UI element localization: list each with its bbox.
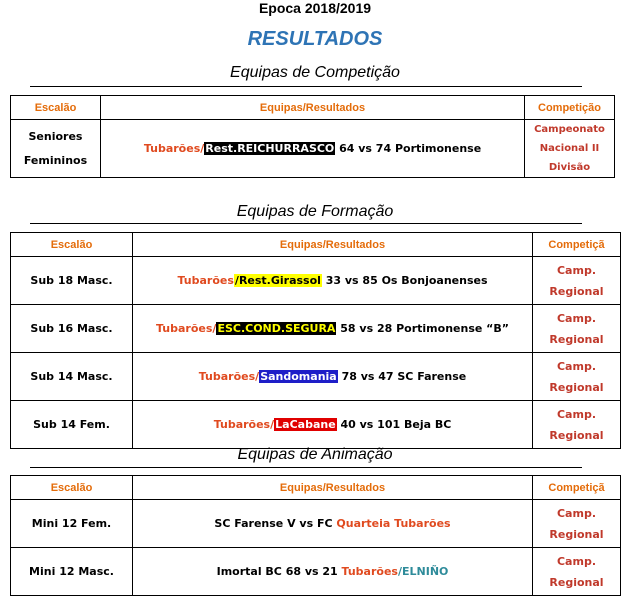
table-row: [11, 500, 621, 548]
section-divider: [30, 223, 582, 224]
sponsor-label: ELNIÑO: [402, 565, 449, 578]
table-row: [11, 120, 615, 178]
table-header-row: [11, 476, 621, 500]
table-row: [11, 401, 621, 449]
escalao-line: Seniores: [28, 129, 83, 143]
section-divider: [30, 86, 582, 87]
competition-cell: Camp. Regional: [533, 500, 621, 548]
score-text: Imortal BC 68 vs 21: [216, 565, 342, 578]
sponsor-label: Sandomania: [260, 370, 337, 383]
competition-line: Divisão: [548, 162, 591, 173]
score-text: 64 vs 74 Portimonense: [335, 142, 482, 155]
section-title-competicao: Equipas de Competição: [230, 64, 400, 81]
club-name: Tubarões: [177, 274, 234, 287]
competition-cell: Camp. Regional: [533, 401, 621, 449]
escalao-cell: Sub 14 Fem.: [11, 401, 133, 449]
section-title-formacao: Equipas de Formação: [236, 203, 394, 220]
club-name: Tubarões: [155, 322, 213, 335]
competition-line: Nacional II: [539, 143, 600, 154]
score-text: 33 vs 85 Os Bonjoanenses: [321, 274, 488, 287]
club-name: Tubarões: [198, 370, 256, 383]
separator: /: [200, 142, 205, 155]
page-title: RESULTADOS: [247, 28, 383, 50]
result-cell: [133, 353, 533, 401]
result-cell: [133, 257, 533, 305]
header-escalao: Escalão: [11, 96, 101, 120]
competition-cell: Camp. Regional: [533, 257, 621, 305]
formacao-table: [10, 232, 621, 449]
result-cell: [133, 401, 533, 449]
table-header-row: [11, 233, 621, 257]
separator: /: [270, 418, 275, 431]
table-row: [11, 353, 621, 401]
season-label: Epoca 2018/2019: [258, 0, 372, 16]
section-divider: [30, 467, 582, 468]
sponsor-label: LaCabane: [275, 418, 336, 431]
escalao-line: Femininos: [23, 153, 88, 167]
escalao-cell: Mini 12 Masc.: [11, 548, 133, 596]
escalao-cell: Sub 16 Masc.: [11, 305, 133, 353]
competition-cell: Camp. Regional: [533, 548, 621, 596]
escalao-cell: [11, 120, 101, 178]
header-escalao: Escalão: [11, 233, 133, 257]
header-equipas: Equipas/Resultados: [133, 233, 533, 257]
header-competicao: Competiçã: [533, 233, 621, 257]
header-competicao: Competição: [525, 96, 615, 120]
escalao-cell: Sub 18 Masc.: [11, 257, 133, 305]
competition-cell: Camp. Regional: [533, 305, 621, 353]
result-cell: [133, 305, 533, 353]
header-escalao: Escalão: [11, 476, 133, 500]
separator: /: [255, 370, 260, 383]
header-equipas: Equipas/Resultados: [101, 96, 525, 120]
competition-cell: [525, 120, 615, 178]
table-header-row: [11, 96, 615, 120]
club-name: Quarteia Tubarões: [336, 517, 451, 530]
score-text: 78 vs 47 SC Farense: [337, 370, 467, 383]
header-equipas: Equipas/Resultados: [133, 476, 533, 500]
header-competicao: Competiçã: [533, 476, 621, 500]
separator: /: [397, 565, 402, 578]
sponsor-label: /Rest.Girassol: [234, 274, 321, 287]
separator: /: [212, 322, 217, 335]
sponsor-label: ESC.COND.SEGURA: [217, 322, 336, 335]
competition-cell: Camp. Regional: [533, 353, 621, 401]
club-name: Tubarões: [213, 418, 271, 431]
table-row: [11, 305, 621, 353]
table-row: [11, 257, 621, 305]
result-cell: [133, 500, 533, 548]
club-name: Tubarões: [341, 565, 398, 578]
animacao-table: [10, 475, 621, 596]
section-title-animacao: Equipas de Animação: [237, 446, 393, 463]
score-text: 40 vs 101 Beja BC: [336, 418, 452, 431]
competicao-table: [10, 95, 615, 178]
result-cell: [101, 120, 525, 178]
competition-line: Campeonato: [534, 124, 605, 135]
table-row: [11, 548, 621, 596]
escalao-cell: Mini 12 Fem.: [11, 500, 133, 548]
score-text: 58 vs 28 Portimonense “B”: [336, 322, 509, 335]
escalao-cell: Sub 14 Masc.: [11, 353, 133, 401]
sponsor-label: Rest.REICHURRASCO: [205, 142, 335, 155]
score-text: SC Farense V vs FC: [214, 517, 337, 530]
result-cell: [133, 548, 533, 596]
club-name: Tubarões: [143, 142, 201, 155]
